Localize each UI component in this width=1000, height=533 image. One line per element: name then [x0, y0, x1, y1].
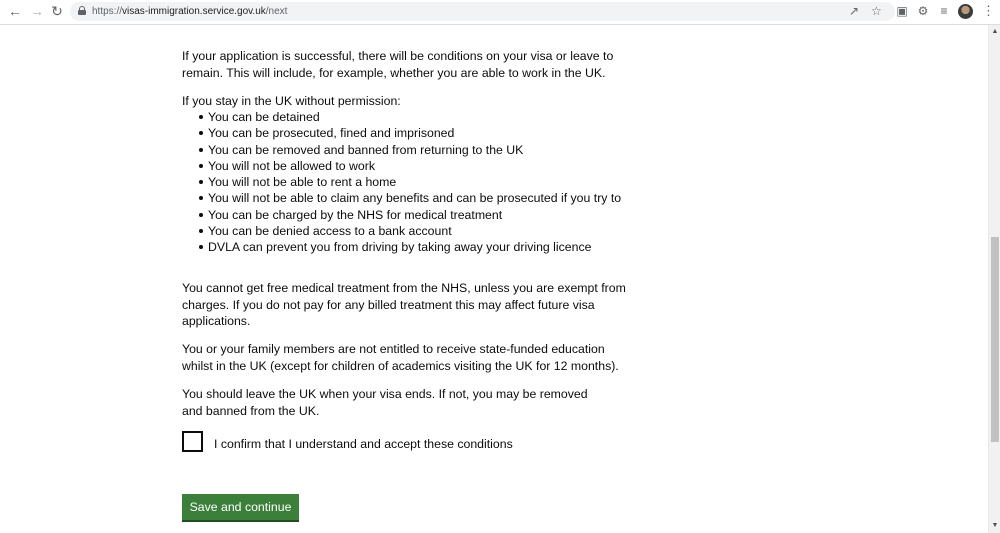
conditions-intro: If your application is successful, there will be conditions on your visa or leave to remain. This will include, for example, whether you are able to work in the UK.	[182, 49, 614, 80]
education-paragraph: You or your family members are not entitled to receive state-funded education whilst in the UK (except for children of academics visiting the UK for 12 months).	[182, 342, 619, 373]
reload-icon[interactable]: ↻	[51, 3, 63, 19]
list-item: You can be detained	[182, 109, 632, 125]
scroll-down-arrow-icon[interactable]: ▼	[991, 522, 999, 529]
medical-treatment-paragraph: You cannot get free medical treatment from the NHS, unless you are exempt from charges. If you do not pay for any billed treatment this may affect future visa applications.	[182, 281, 626, 328]
back-arrow-icon[interactable]: ←	[8, 3, 22, 19]
list-item: You will not be able to rent a home	[182, 174, 632, 190]
list-item: You can be charged by the NHS for medical treatment	[182, 207, 632, 223]
list-item: You will not be able to claim any benefits and can be prosecuted if you try to	[182, 190, 632, 206]
list-item: You can be prosecuted, fined and imprisoned	[182, 125, 632, 141]
url-prefix: https://	[92, 6, 123, 17]
scroll-up-arrow-icon[interactable]: ▲	[991, 28, 999, 35]
bookmark-star-icon[interactable]: ☆	[871, 4, 882, 18]
list-item: DVLA can prevent you from driving by taking away your driving licence	[182, 239, 632, 255]
confirm-checkbox-label[interactable]: I confirm that I understand and accept these conditions	[214, 437, 513, 451]
scrollbar-thumb[interactable]	[991, 237, 999, 442]
lock-icon[interactable]	[78, 6, 86, 15]
consequence-list	[182, 109, 632, 256]
profile-avatar[interactable]	[958, 4, 973, 19]
url-path: /next	[265, 6, 288, 17]
browser-toolbar	[0, 0, 1000, 25]
share-icon[interactable]: ↗	[849, 4, 860, 18]
confirm-checkbox[interactable]	[182, 431, 203, 452]
list-item: You can be denied access to a bank account	[182, 223, 632, 239]
leave-uk-paragraph: You should leave the UK when your visa ends. If not, you may be removed and banned from the UK.	[182, 387, 588, 418]
url-text	[92, 5, 287, 18]
url-host: visas-immigration.service.gov.uk	[122, 6, 266, 17]
menu-kebab-icon[interactable]: ⋮	[982, 3, 995, 18]
address-bar[interactable]	[70, 2, 895, 21]
puzzle-icon[interactable]: ⚙	[917, 4, 929, 18]
extension-icon[interactable]: ▣	[896, 4, 908, 18]
save-and-continue-button[interactable]: Save and continue	[182, 494, 299, 520]
reading-list-icon[interactable]: ≡	[940, 4, 948, 18]
list-item: You can be removed and banned from returning to the UK	[182, 142, 632, 158]
forward-arrow-icon[interactable]: →	[30, 3, 44, 19]
page-scrollbar[interactable]	[988, 25, 1000, 533]
list-item: You will not be allowed to work	[182, 158, 632, 174]
stay-without-permission-heading: If you stay in the UK without permission:	[182, 94, 401, 109]
